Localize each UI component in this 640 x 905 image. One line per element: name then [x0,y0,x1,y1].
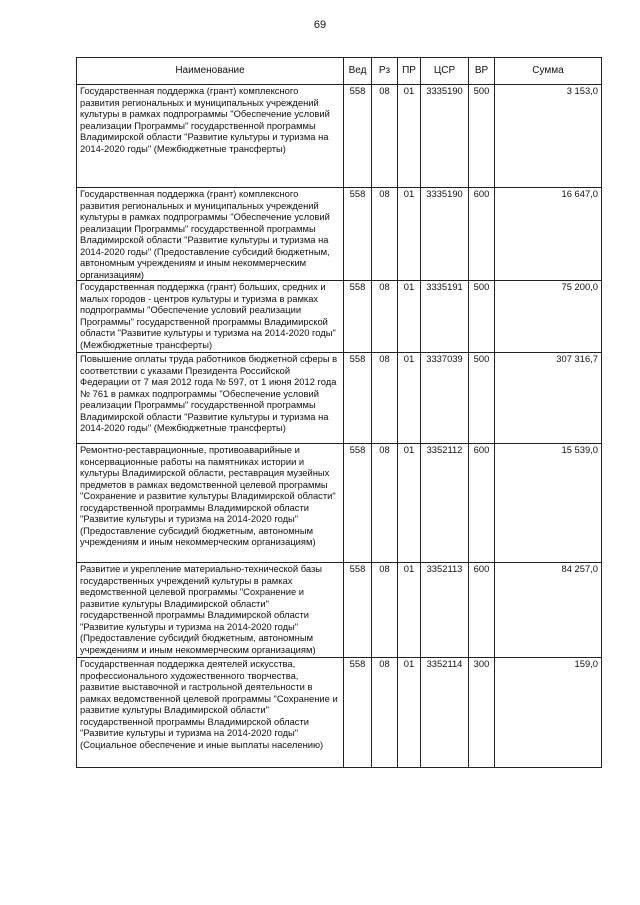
row-sum: 307 316,7 [495,353,602,444]
header-csr: ЦСР [421,58,469,85]
header-vr: ВР [469,58,495,85]
row-rz: 08 [372,563,398,658]
row-rz: 08 [372,188,398,281]
row-pr: 01 [398,563,421,658]
row-name: Государственная поддержка (грант) комплексного развития региональных и муниципальных учреждений культуры в рамках подпрограммы "Обеспечение условий реализации Программы" государственной программы Владимирской области "Развитие культуры и туризма на 2014-2020 годы" (Предоставление субсидий бюджетным, автономным учреждениям и иным некоммерческим организациям) [77,188,344,281]
row-name: Ремонтно-реставрационные, противоаварийные и консервационные работы на памятниках истории и культуры Владимирской области, реставрация музейных предметов в рамках ведомственной целевой программы "Сохранение и развитие культуры Владимирской области" государственной программы Владимирской области "Развитие культуры и туризма на 2014-2020 годы" (Предоставление субсидий бюджетным, автономным учреждениям и иным некоммерческим организациям) [77,444,344,563]
table-row [77,353,602,444]
header-sum: Сумма [495,58,602,85]
table-header-row [77,58,602,85]
table-row [77,281,602,353]
table-row [77,188,602,281]
table-row [77,658,602,768]
row-sum: 16 647,0 [495,188,602,281]
row-rz: 08 [372,85,398,188]
row-name: Государственная поддержка (грант) комплексного развития региональных и муниципальных учреждений культуры в рамках подпрограммы "Обеспечение условий реализации Программы" государственной программы Владимирской области "Развитие культуры и туризма на 2014-2020 годы" (Межбюджетные трансферты) [77,85,344,188]
row-vr: 300 [469,658,495,768]
row-rz: 08 [372,444,398,563]
row-pr: 01 [398,353,421,444]
row-sum: 84 257,0 [495,563,602,658]
row-vr: 500 [469,281,495,353]
row-csr: 3335190 [421,188,469,281]
row-pr: 01 [398,85,421,188]
header-pr: ПР [398,58,421,85]
row-vr: 600 [469,563,495,658]
row-ved: 558 [344,444,372,563]
row-pr: 01 [398,188,421,281]
table-row [77,563,602,658]
row-csr: 3335190 [421,85,469,188]
row-pr: 01 [398,281,421,353]
row-csr: 3352113 [421,563,469,658]
row-vr: 600 [469,188,495,281]
row-ved: 558 [344,563,372,658]
row-vr: 600 [469,444,495,563]
row-pr: 01 [398,444,421,563]
row-sum: 159,0 [495,658,602,768]
row-vr: 500 [469,353,495,444]
row-csr: 3335191 [421,281,469,353]
header-name: Наименование [77,58,344,85]
row-name: Повышение оплаты труда работников бюджетной сферы в соответствии с указами Президента Российской Федерации от 7 мая 2012 года № 597, от 1 июня 2012 года № 761 в рамках подпрограммы "Обеспечение условий реализации Программы" государственной программы Владимирской области "Развитие культуры и туризма на 2014-2020 годы" (Межбюджетные трансферты) [77,353,344,444]
row-name: Развитие и укрепление материально-технической базы государственных учреждений культуры в рамках ведомственной целевой программы "Сохранение и развитие культуры Владимирской области" государственной программы Владимирской области "Развитие культуры и туризма на 2014-2020 годы" (Предоставление субсидий бюджетным, автономным учреждениям и иным некоммерческим организациям) [77,563,344,658]
row-sum: 75 200,0 [495,281,602,353]
row-ved: 558 [344,353,372,444]
row-ved: 558 [344,658,372,768]
page-number: 69 [313,19,327,31]
header-rz: Рз [372,58,398,85]
row-sum: 3 153,0 [495,85,602,188]
row-ved: 558 [344,281,372,353]
row-name: Государственная поддержка деятелей искусства, профессионального художественного творчества, развитие выставочной и гастрольной деятельности в рамках ведомственной целевой программы "Сохранение и развитие культуры Владимирской области" государственной программы Владимирской области "Развитие культуры и туризма на 2014-2020 годы" (Социальное обеспечение и иные выплаты населению) [77,658,344,768]
row-rz: 08 [372,281,398,353]
row-rz: 08 [372,353,398,444]
row-pr: 01 [398,658,421,768]
row-name: Государственная поддержка (грант) больших, средних и малых городов - центров культуры и туризма в рамках подпрограммы "Обеспечение условий реализации Программы" государственной программы Владимирской области "Развитие культуры и туризма на 2014-2020 годы" (Межбюджетные трансферты) [77,281,344,353]
table-row [77,444,602,563]
row-ved: 558 [344,188,372,281]
row-sum: 15 539,0 [495,444,602,563]
table-row [77,85,602,188]
header-ved: Вед [344,58,372,85]
row-vr: 500 [469,85,495,188]
budget-table [76,57,602,768]
row-ved: 558 [344,85,372,188]
row-csr: 3352112 [421,444,469,563]
row-csr: 3337039 [421,353,469,444]
row-csr: 3352114 [421,658,469,768]
row-rz: 08 [372,658,398,768]
